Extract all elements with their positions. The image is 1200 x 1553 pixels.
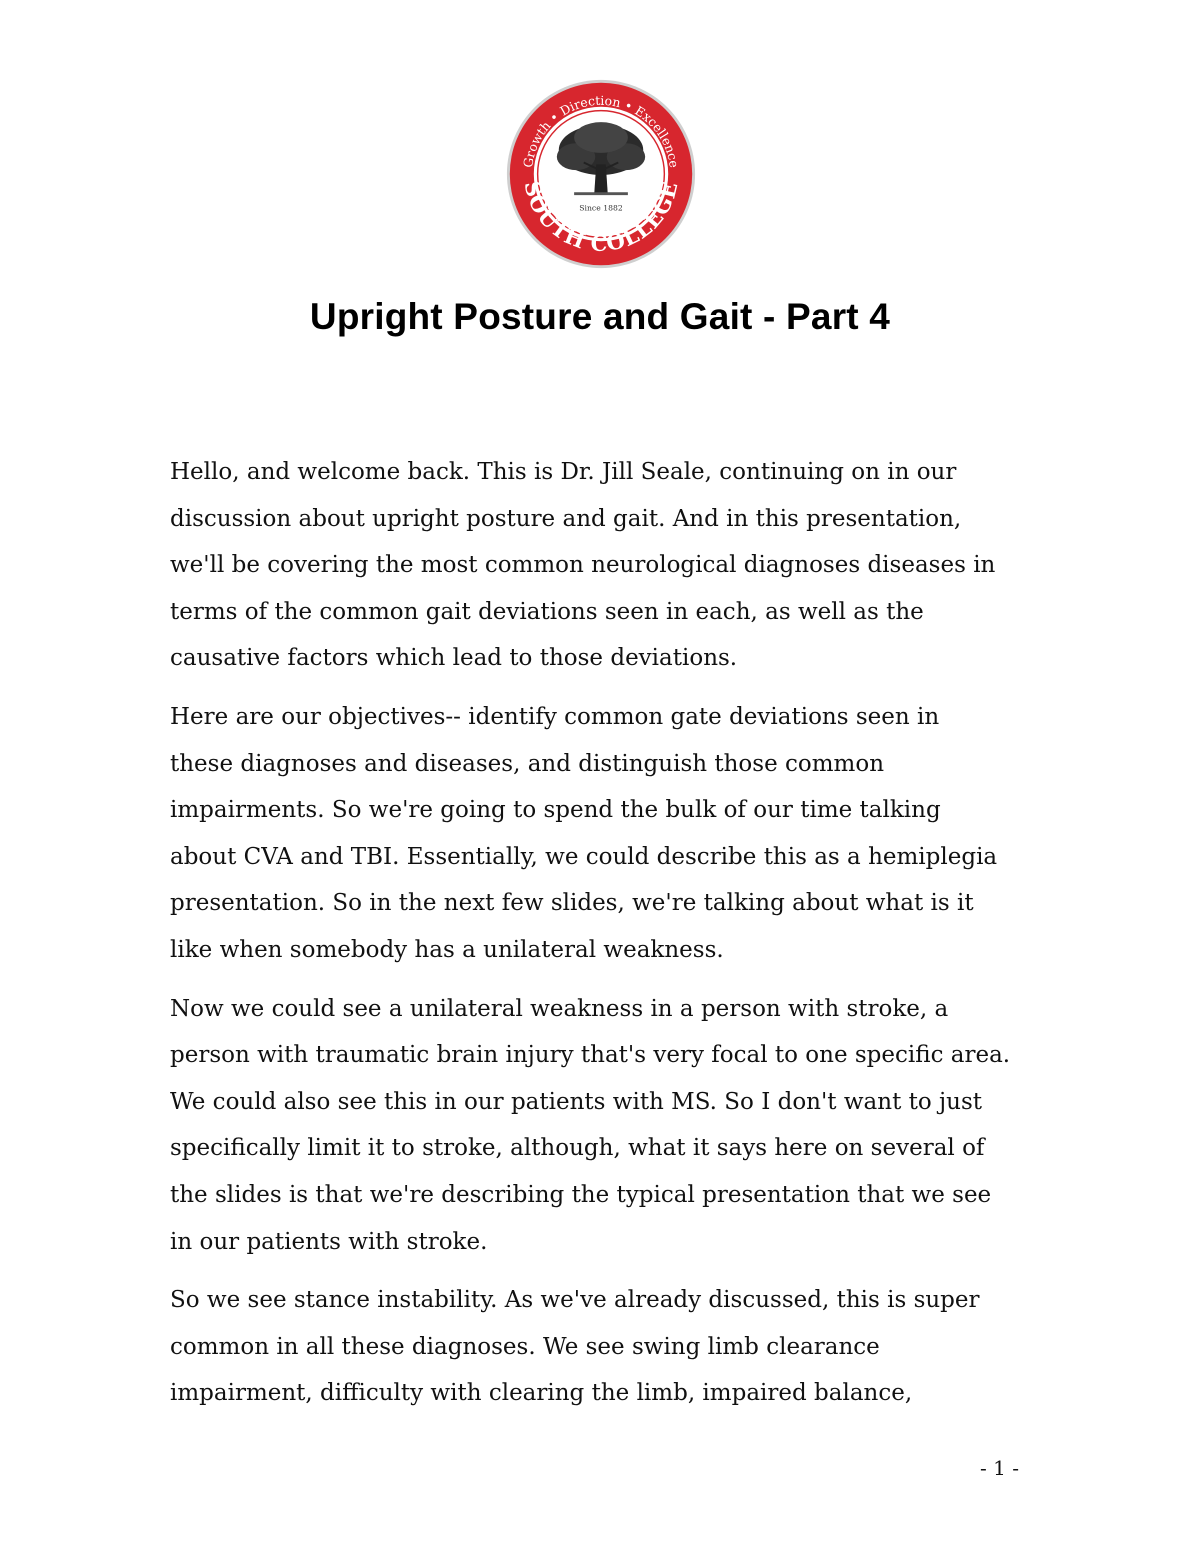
paragraph: Here are our objectives-- identify common gate deviations seen in these diagnoses and diseases, and distinguish those common impairments. So we're going to spend the bulk of our time talking about CVA and TBI. Essentially, we could describe this as a hemiplegia presentation. So in the next few slides, we're talking about what is it like when somebody has a unilateral weakness.: [170, 703, 998, 963]
paragraph: Hello, and welcome back. This is Dr. Jill Seale, continuing on in our discussion about upright posture and gait. And in this presentation, we'll be covering the most common neurological diagnoses diseases in terms of the common gait deviations seen in each, as well as the causative factors which lead to those deviations.: [170, 459, 996, 672]
paragraph: Now we could see a unilateral weakness in a person with stroke, a person with traumatic brain injury that's very focal to one specific area. We could also see this in our patients with MS. So I don't want to just specifically limit it to stroke, although, what it says here on several of the slides is that we're describing the typical presentation that we see in our patients with stroke.: [170, 995, 1011, 1255]
page-number: - 1 -: [980, 1456, 1019, 1480]
paragraph: So we see stance instability. As we've already discussed, this is super common in all these diagnoses. We see swing limb clearance impairment, difficulty with clearing the limb, impaired balance,: [170, 1287, 980, 1407]
document-title: Upright Posture and Gait - Part 4: [309, 296, 891, 337]
svg-text:Growth • Direction • Excellenc: Growth • Direction • Excellence: [520, 92, 682, 169]
south-college-seal-logo: [505, 78, 697, 270]
seal-since-text: Since 1882: [579, 203, 623, 213]
svg-text:SOUTH COLLEGE: SOUTH COLLEGE: [519, 178, 683, 256]
document-body: [170, 449, 1050, 1429]
